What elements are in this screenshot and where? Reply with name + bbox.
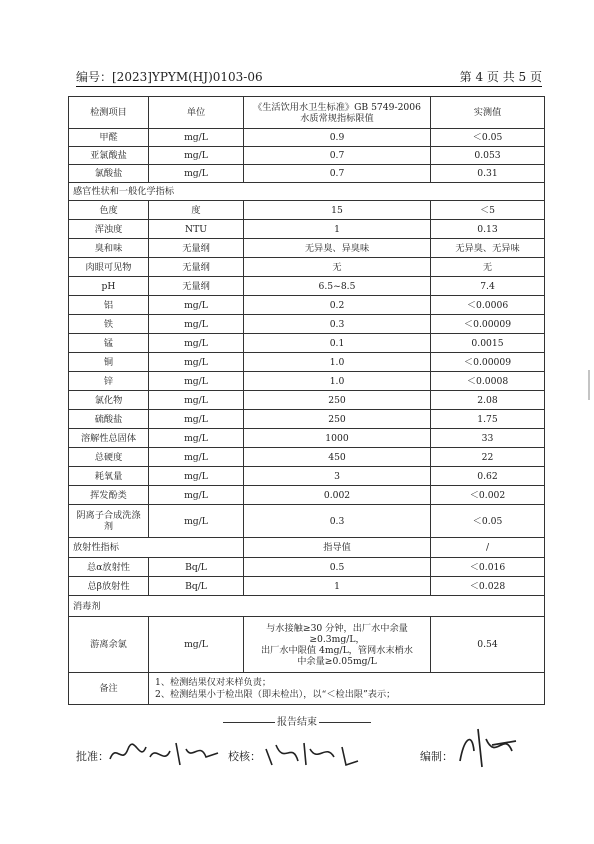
table-row bbox=[69, 334, 545, 353]
item-cell: 耗氧量 bbox=[69, 467, 149, 486]
unit-cell: mg/L bbox=[149, 391, 244, 410]
note-line: 1、检测结果仅对来样负责； bbox=[155, 676, 272, 688]
unit-cell: NTU bbox=[149, 220, 244, 239]
limit-cell: 3 bbox=[244, 467, 431, 486]
table-header-row bbox=[69, 97, 545, 129]
compile-label: 编制： bbox=[420, 750, 453, 763]
notes-label: 备注 bbox=[69, 673, 149, 705]
value-cell: ＜0.028 bbox=[431, 577, 545, 596]
limit-cell: 无异臭、异臭味 bbox=[244, 239, 431, 258]
chlorine-limit-line: 出厂水中限值 4mg/L，管网水末梢水 bbox=[261, 644, 413, 656]
table-row bbox=[69, 258, 545, 277]
table-row bbox=[69, 486, 545, 505]
page-indicator: 第 4 页 共 5 页 bbox=[459, 70, 542, 84]
header-value: 实测值 bbox=[431, 97, 545, 129]
value-cell: ＜0.0006 bbox=[431, 296, 545, 315]
table-row bbox=[69, 391, 545, 410]
value-cell: 0.31 bbox=[431, 165, 545, 183]
check-label: 校核： bbox=[228, 750, 261, 763]
item-cell: 锌 bbox=[69, 372, 149, 391]
limit-cell: 250 bbox=[244, 391, 431, 410]
item-cell: 亚氯酸盐 bbox=[69, 147, 149, 165]
value-cell: 0.13 bbox=[431, 220, 545, 239]
limit-cell: 0.7 bbox=[244, 147, 431, 165]
notes-row bbox=[69, 673, 545, 705]
section-sensory: 感官性状和一般化学指标 bbox=[69, 183, 545, 201]
limit-cell: 1000 bbox=[244, 429, 431, 448]
radio-limit-header: 指导值 bbox=[244, 538, 431, 558]
header-unit: 单位 bbox=[149, 97, 244, 129]
limit-cell: 0.5 bbox=[244, 558, 431, 577]
table-row bbox=[69, 277, 545, 296]
table-row bbox=[69, 129, 545, 147]
table-row bbox=[69, 220, 545, 239]
approve-signature bbox=[106, 735, 226, 771]
chlorine-limit-cell bbox=[244, 617, 431, 673]
table-row bbox=[69, 353, 545, 372]
unit-cell: mg/L bbox=[149, 353, 244, 372]
signature-row bbox=[76, 735, 546, 775]
limit-cell: 1.0 bbox=[244, 372, 431, 391]
value-cell: ＜0.00009 bbox=[431, 353, 545, 372]
item-cell: 氯化物 bbox=[69, 391, 149, 410]
value-cell: ＜0.05 bbox=[431, 129, 545, 147]
item-cell: 氯酸盐 bbox=[69, 165, 149, 183]
table-row bbox=[69, 239, 545, 258]
unit-cell: mg/L bbox=[149, 486, 244, 505]
value-cell: ＜0.05 bbox=[431, 505, 545, 538]
margin-mark bbox=[586, 368, 592, 402]
unit-cell: mg/L bbox=[149, 315, 244, 334]
section-row bbox=[69, 538, 545, 558]
page-header bbox=[76, 70, 542, 84]
limit-cell: 1.0 bbox=[244, 353, 431, 372]
unit-cell: mg/L bbox=[149, 505, 244, 538]
header-item: 检测项目 bbox=[69, 97, 149, 129]
table-row bbox=[69, 410, 545, 429]
value-cell: 1.75 bbox=[431, 410, 545, 429]
unit-cell: mg/L bbox=[149, 334, 244, 353]
item-cell: 总硬度 bbox=[69, 448, 149, 467]
item-cell: 总β放射性 bbox=[69, 577, 149, 596]
value-cell: 0.62 bbox=[431, 467, 545, 486]
item-cell: 臭和味 bbox=[69, 239, 149, 258]
value-cell: 0.0015 bbox=[431, 334, 545, 353]
test-results-table bbox=[68, 96, 545, 705]
value-cell: 0.54 bbox=[431, 617, 545, 673]
item-cell: 阴离子合成洗涤剂 bbox=[69, 505, 149, 538]
unit-cell: Bq/L bbox=[149, 558, 244, 577]
table-row bbox=[69, 165, 545, 183]
value-cell: ＜0.0008 bbox=[431, 372, 545, 391]
item-cell: 硫酸盐 bbox=[69, 410, 149, 429]
section-row bbox=[69, 596, 545, 617]
item-cell: 溶解性总固体 bbox=[69, 429, 149, 448]
unit-cell: mg/L bbox=[149, 147, 244, 165]
report-end-text: 报告结束 bbox=[277, 717, 317, 728]
chlorine-limit-line: 中余量≥0.05mg/L bbox=[297, 655, 377, 667]
table-row bbox=[69, 577, 545, 596]
table-row bbox=[69, 372, 545, 391]
item-cell: 锰 bbox=[69, 334, 149, 353]
note-line: 2、检测结果小于检出限（即未检出），以“＜检出限”表示； bbox=[155, 688, 396, 700]
value-cell: 无异臭、无异味 bbox=[431, 239, 545, 258]
unit-cell: mg/L bbox=[149, 165, 244, 183]
value-cell: 33 bbox=[431, 429, 545, 448]
unit-cell: mg/L bbox=[149, 467, 244, 486]
table-row bbox=[69, 448, 545, 467]
value-cell: 7.4 bbox=[431, 277, 545, 296]
value-cell: 2.08 bbox=[431, 391, 545, 410]
header-limit: 《生活饮用水卫生标准》GB 5749-2006 水质常规指标限值 bbox=[244, 97, 431, 129]
unit-cell: mg/L bbox=[149, 617, 244, 673]
limit-cell: 0.9 bbox=[244, 129, 431, 147]
unit-cell: mg/L bbox=[149, 410, 244, 429]
unit-cell: Bq/L bbox=[149, 577, 244, 596]
item-cell: 铁 bbox=[69, 315, 149, 334]
table-row bbox=[69, 558, 545, 577]
approve-label: 批准： bbox=[76, 750, 109, 763]
compile-signature bbox=[452, 721, 522, 771]
table-row bbox=[69, 147, 545, 165]
item-cell: 肉眼可见物 bbox=[69, 258, 149, 277]
value-cell: ＜0.00009 bbox=[431, 315, 545, 334]
item-cell: pH bbox=[69, 277, 149, 296]
table-body bbox=[69, 97, 545, 705]
unit-cell: 无量纲 bbox=[149, 239, 244, 258]
unit-cell: mg/L bbox=[149, 429, 244, 448]
unit-cell: 无量纲 bbox=[149, 258, 244, 277]
item-cell: 铜 bbox=[69, 353, 149, 372]
value-cell: 22 bbox=[431, 448, 545, 467]
document-number: 编号：[2023]YPYM(HJ)0103-06 bbox=[76, 70, 263, 84]
check-signature bbox=[262, 735, 372, 771]
limit-cell: 0.7 bbox=[244, 165, 431, 183]
table-row bbox=[69, 505, 545, 538]
radio-value-header: / bbox=[431, 538, 545, 558]
table-row bbox=[69, 617, 545, 673]
item-cell: 色度 bbox=[69, 201, 149, 220]
unit-cell: mg/L bbox=[149, 448, 244, 467]
limit-cell: 1 bbox=[244, 220, 431, 239]
table-row bbox=[69, 201, 545, 220]
limit-cell: 0.3 bbox=[244, 505, 431, 538]
section-row bbox=[69, 183, 545, 201]
unit-cell: 度 bbox=[149, 201, 244, 220]
chlorine-limit-line: 与水接触≥30 分钟，出厂水中余量 bbox=[266, 622, 408, 634]
value-cell: 0.053 bbox=[431, 147, 545, 165]
value-cell: ＜0.016 bbox=[431, 558, 545, 577]
unit-cell: 无量纲 bbox=[149, 277, 244, 296]
limit-cell: 0.002 bbox=[244, 486, 431, 505]
item-cell: 甲醛 bbox=[69, 129, 149, 147]
limit-cell: 6.5~8.5 bbox=[244, 277, 431, 296]
limit-cell: 250 bbox=[244, 410, 431, 429]
table-row bbox=[69, 296, 545, 315]
value-cell: 无 bbox=[431, 258, 545, 277]
item-cell: 浑浊度 bbox=[69, 220, 149, 239]
section-radio: 放射性指标 bbox=[69, 538, 244, 558]
notes-cell bbox=[149, 673, 545, 705]
limit-cell: 0.1 bbox=[244, 334, 431, 353]
limit-cell: 450 bbox=[244, 448, 431, 467]
limit-cell: 0.3 bbox=[244, 315, 431, 334]
table-row bbox=[69, 315, 545, 334]
unit-cell: mg/L bbox=[149, 296, 244, 315]
item-cell: 总α放射性 bbox=[69, 558, 149, 577]
item-cell: 铝 bbox=[69, 296, 149, 315]
limit-cell: 15 bbox=[244, 201, 431, 220]
limit-cell: 无 bbox=[244, 258, 431, 277]
section-disinfect: 消毒剂 bbox=[69, 596, 545, 617]
value-cell: ＜5 bbox=[431, 201, 545, 220]
header-rule bbox=[76, 86, 542, 87]
item-cell: 游离余氯 bbox=[69, 617, 149, 673]
table-row bbox=[69, 467, 545, 486]
unit-cell: mg/L bbox=[149, 372, 244, 391]
item-cell: 挥发酚类 bbox=[69, 486, 149, 505]
value-cell: ＜0.002 bbox=[431, 486, 545, 505]
limit-cell: 1 bbox=[244, 577, 431, 596]
unit-cell: mg/L bbox=[149, 129, 244, 147]
limit-cell: 0.2 bbox=[244, 296, 431, 315]
table-row bbox=[69, 429, 545, 448]
chlorine-limit-line: ≥0.3mg/L， bbox=[309, 633, 365, 645]
